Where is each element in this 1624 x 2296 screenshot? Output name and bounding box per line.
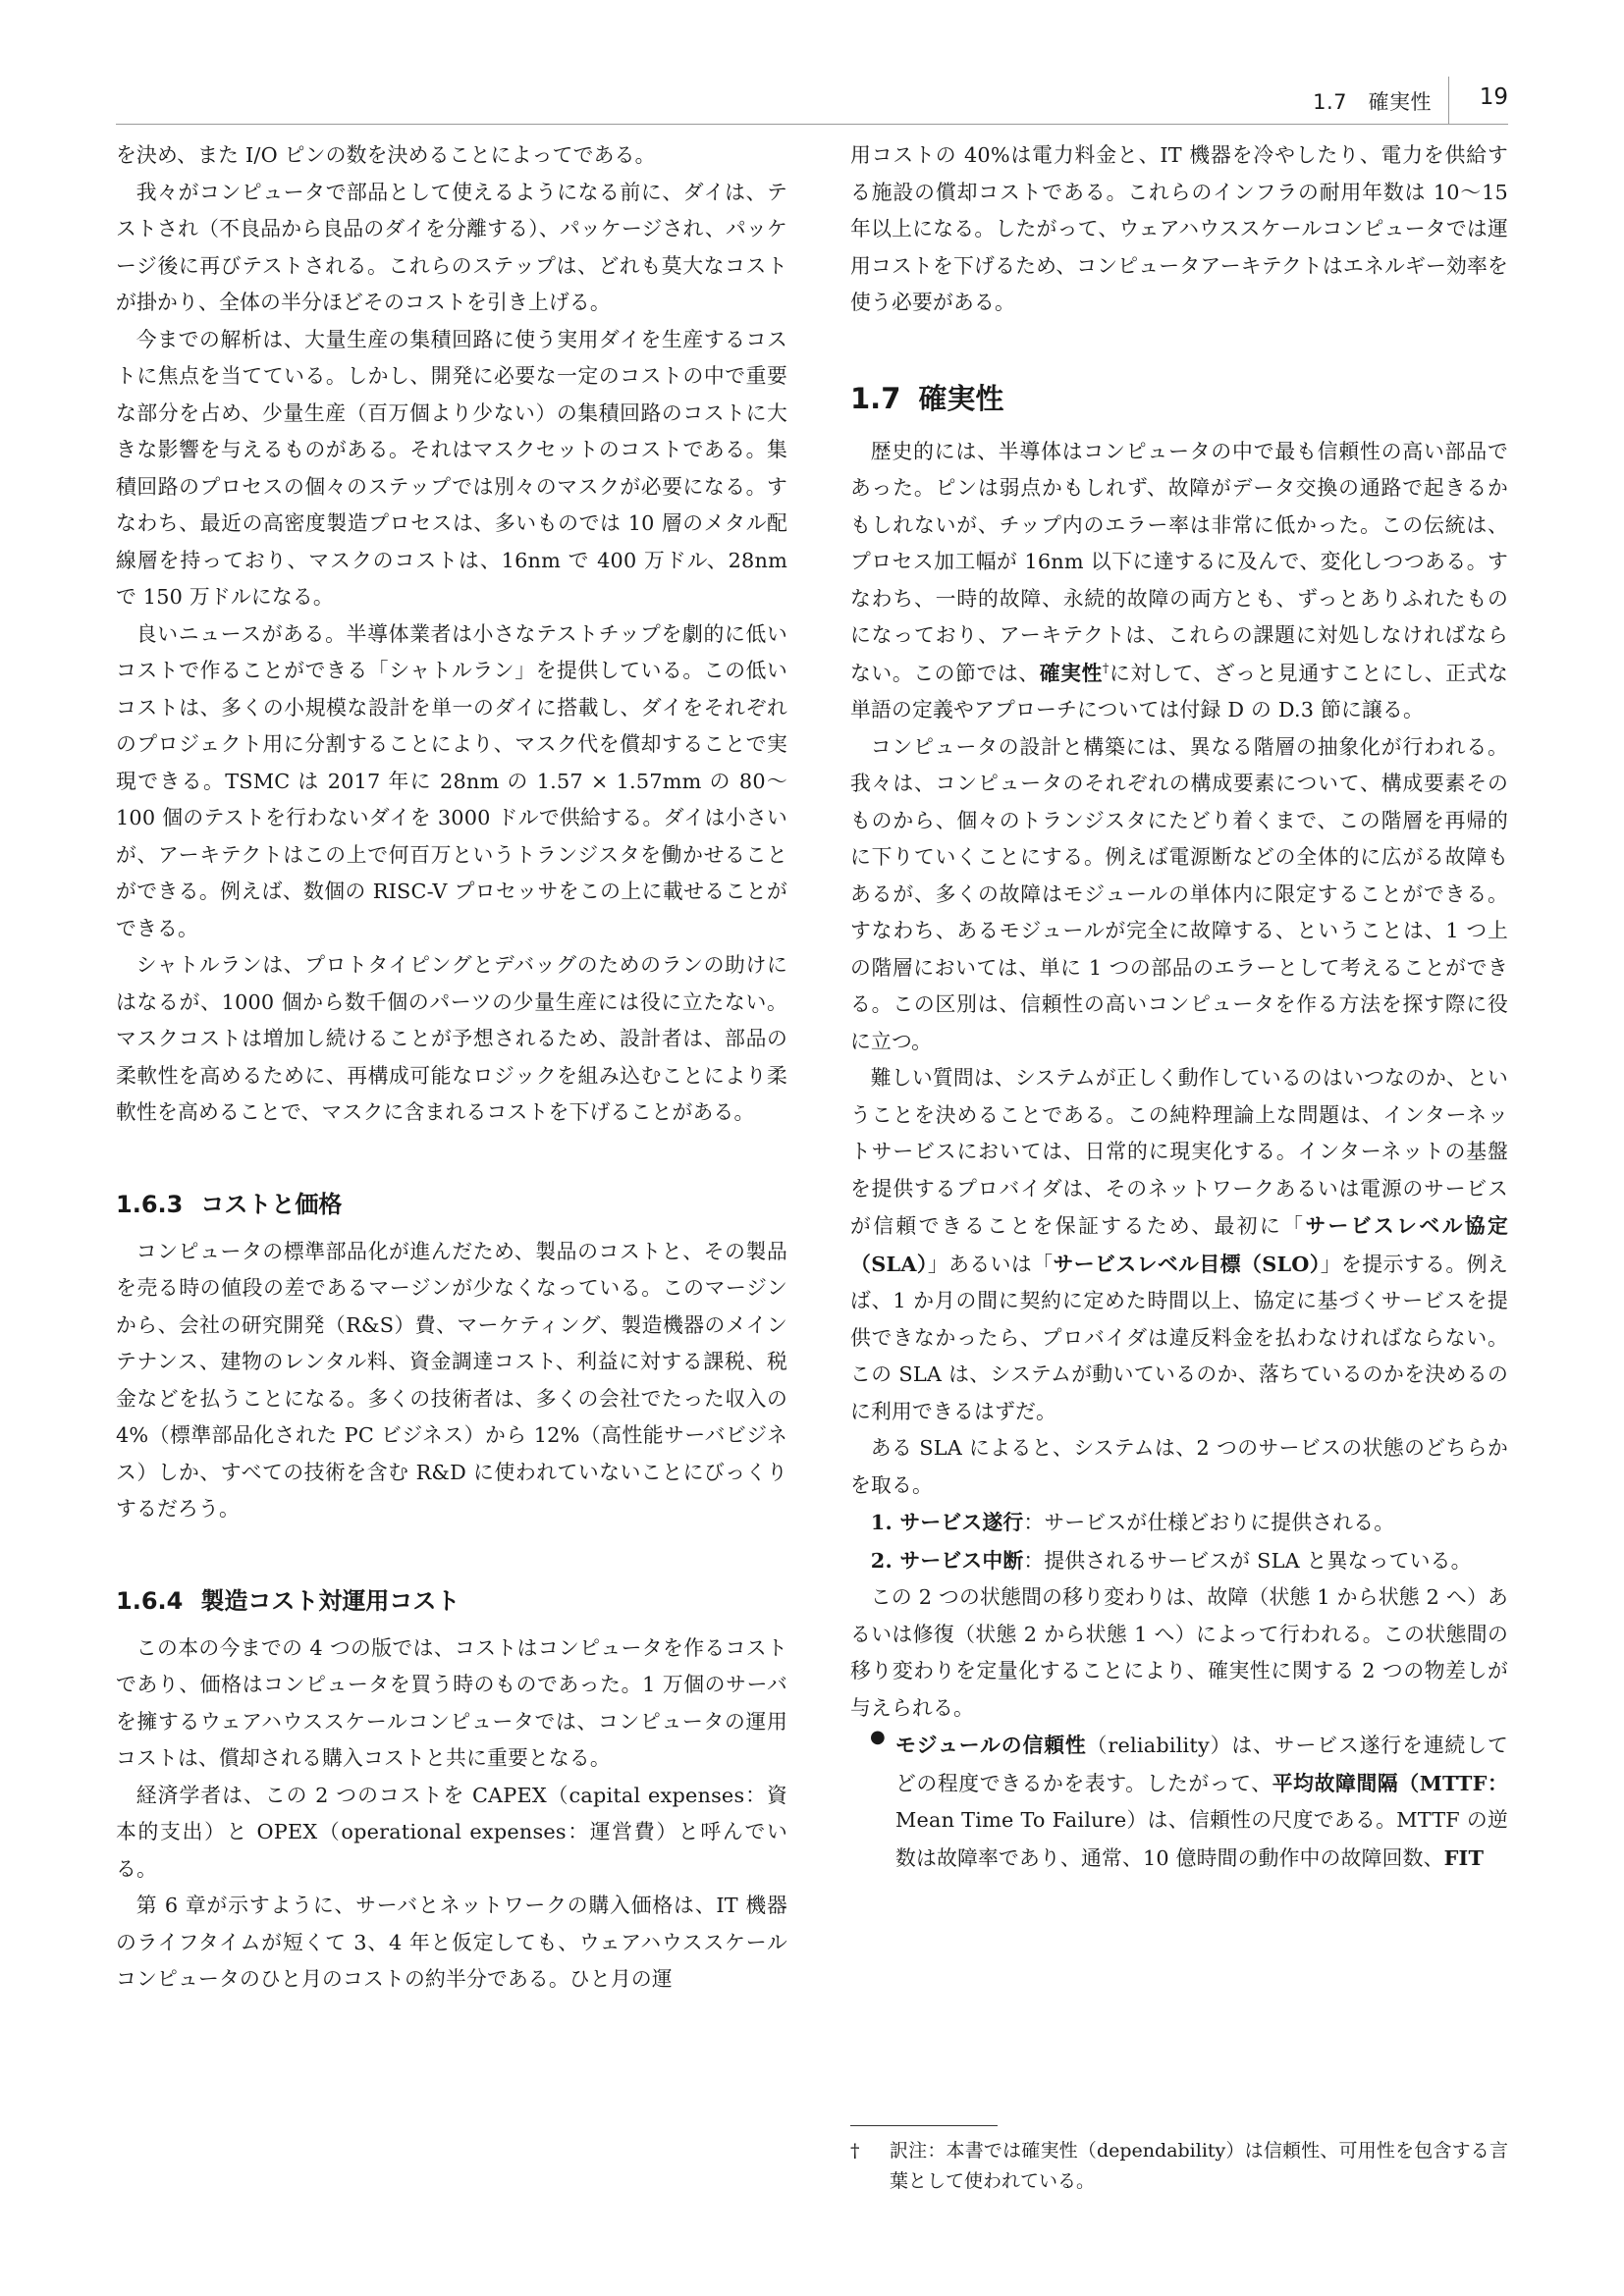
subsection-title: 製造コスト対運用コスト [200, 1586, 460, 1615]
subsection-heading-1-6-4 [116, 1583, 787, 1619]
text-run: Mean Time To Failure）は、信頼性の尺度である。MTTF の逆数は故障率であり、通常、10 億時間の動作中の故障回数、 [895, 1808, 1508, 1870]
subsection-title: コストと価格 [200, 1190, 343, 1218]
paragraph: を決め、また I/O ピンの数を決めることによってである。 [116, 143, 656, 167]
paragraph: 経済学者は、この 2 つのコストを CAPEX（capital expenses：資本的支出）と OPEX（operational expenses：運営費）と呼んでいる。 [116, 1783, 787, 1881]
term-sla: サービスレベル協定（SLA） [850, 1213, 1508, 1276]
section-heading-1-7 [850, 379, 1508, 418]
paragraph: この本の今までの 4 つの版では、コストはコンピュータを作るコストであり、価格はコンピュータを買う時のものであった。1 万個のサーバを擁するウェアハウススケールコンピュータでは、コンピュータの運用コストは、償却される購入コストと共に重要となる。 [116, 1635, 787, 1770]
bullet-icon: ● [870, 1727, 886, 1747]
text-run: 」あるいは「 [927, 1252, 1054, 1276]
page-number: 19 [1479, 84, 1508, 110]
list-item-text: ：サービスが仕様どおりに提供される。 [1023, 1511, 1395, 1534]
right-column [850, 137, 1508, 1877]
running-head-section: 1.7 確実性 [1313, 90, 1432, 114]
bullet-item-reliability [850, 1727, 1508, 1877]
subsection-number: 1.6.4 [116, 1586, 184, 1615]
term-reliability: モジュールの信頼性 [895, 1733, 1087, 1757]
paragraph: コンピュータの設計と構築には、異なる階層の抽象化が行われる。我々は、コンピュータのそれぞれの構成要素について、構成要素そのものから、個々のトランジスタにたどり着くまで、この階層を再帰的に下りていくことにする。例えば電源断などの全体的に広がる故障もあるが、多くの故障はモジュールの単体内に限定することができる。すなわち、あるモジュールが完全に故障する、ということは、1 つ上の階層においては、単に 1 つの部品のエラーとして考えることができる。この区別は、信頼性の高いコンピュータを作る方法を探す際に役に立つ。 [850, 734, 1508, 1053]
section-title: 確実性 [918, 381, 1004, 415]
left-column [116, 137, 787, 1999]
footnote-divider [850, 2125, 998, 2126]
paragraph: コンピュータの標準部品化が進んだため、製品のコストと、その製品を売る時の値段の差であるマージンが少なくなっている。このマージンから、会社の研究開発（R&S）費、マーケティング、製造機器のメインテナンス、建物のレンタル料、資金調達コスト、利益に対する課税、税金などを払うことになる。多くの技術者は、多くの会社でたった収入の 4%（標準部品化された PC ビジネス）から 12%（高性能サーバビジネス）しか、すべての技術を含む R&D に使われていないことにびっくりするだろう。 [116, 1239, 787, 1521]
running-head-divider [1448, 77, 1450, 124]
footnote-reference: † [1102, 661, 1110, 676]
paragraph: 用コストの 40%は電力料金と、IT 機器を冷やしたり、電力を供給する施設の償却コストである。これらのインフラの耐用年数は 10〜15 年以上になる。したがって、ウェアハウススケールコンピュータでは運用コストを下げるため、コンピュータアーキテクトはエネルギー効率を使う必要がある。 [850, 143, 1508, 314]
bullet-text [895, 1727, 1508, 1877]
paragraph: この 2 つの状態間の移り変わりは、故障（状態 1 から状態 2 へ）あるいは修復（状態 2 から状態 1 へ）によって行われる。この状態間の移り変わりを定量化することにより、確実性に関する 2 つの物差しが与えられる。 [850, 1585, 1508, 1720]
paragraph: 良いニュースがある。半導体業者は小さなテストチップを劇的に低いコストで作ることができる「シャトルラン」を提供している。この低いコストは、多くの小規模な設計を単一のダイに搭載し、ダイをそれぞれのプロジェクト用に分割することにより、マスク代を償却することで実現できる。TSMC は 2017 年に 28nm の 1.57 × 1.57mm の 80〜100 個のテストを行わないダイを 3000 ドルで供給する。ダイは小さいが、アーキテクトはこの上で何百万というトランジスタを働かせることができる。例えば、数個の RISC-V プロセッサをこの上に載せることができる。 [116, 621, 787, 940]
term-fit: FIT [1443, 1844, 1485, 1870]
list-item [850, 1542, 1508, 1580]
subsection-number: 1.6.3 [116, 1190, 184, 1218]
paragraph: 第 6 章が示すように、サーバとネットワークの購入価格は、IT 機器のライフタイムが短くて 3、4 年と仮定しても、ウェアハウススケールコンピュータのひと月のコストの約半分である。ひと月の運 [116, 1894, 787, 1991]
section-number: 1.7 [850, 381, 901, 415]
text-run: 難しい質問は、システムが正しく動作しているのはいつなのか、ということを決めることである。この純粋理論上な問題は、インターネットサービスにおいては、日常的に現実化する。インターネットの基盤を提供するプロバイダは、そのネットワークあるいは電源のサービスが信頼できることを保証するため、最初に「 [850, 1066, 1508, 1238]
paragraph: 今までの解析は、大量生産の集積回路に使う実用ダイを生産するコストに焦点を当てている。しかし、開発に必要な一定のコストの中で重要な部分を占め、少量生産（百万個より少ない）の集積回路のコストに大きな影響を与えるものがある。それはマスクセットのコストである。集積回路のプロセスの個々のステップでは別々のマスクが必要になる。すなわち、最近の高密度製造プロセスは、多いものでは 10 層のメタル配線層を持っており、マスクのコストは、16nm で 400 万ドル、28nm で 150 万ドルになる。 [116, 327, 787, 609]
text-run: に対して、ざっと見通すことにし、正式な単語の定義やアプローチについては付録 D の D.3 節に譲る。 [850, 661, 1508, 721]
term-slo: サービスレベル目標（SLO） [1053, 1251, 1321, 1276]
term-dependability: 確実性 [1039, 660, 1103, 685]
term-mttf: 平均故障間隔（MTTF： [1272, 1770, 1508, 1795]
footnote-mark: † [850, 2140, 860, 2162]
list-item-term: 1. サービス遂行 [870, 1510, 1024, 1534]
text-run: （reliability）は、サービス遂行を連続してどの程度できるかを表す。したがって、 [895, 1734, 1508, 1795]
text-run: 歴史的には、半導体はコンピュータの中で最も信頼性の高い部品であった。ピンは弱点かもしれず、故障がデータ交換の通路で起きるかもしれないが、チップ内のエラー率は非常に低かった。この伝統は、プロセス加工幅が 16nm 以下に達するに及んで、変化しつつある。すなわち、一時的故障、永続的故障の両方とも、ずっとありふれたものになっており、アーキテクトは、これらの課題に対処しなければならない。この節では、 [850, 439, 1508, 685]
footnote [850, 2136, 1508, 2197]
paragraph: ある SLA によると、システムは、2 つのサービスの状態のどちらかを取る。 [850, 1436, 1508, 1497]
list-item [850, 1504, 1508, 1542]
paragraph [850, 434, 1508, 729]
footnote-text: 訳注：本書では確実性（dependability）は信頼性、可用性を包含する言葉として使われている。 [890, 2140, 1508, 2192]
list-item-term: 2. サービス中断 [870, 1547, 1024, 1573]
subsection-heading-1-6-3 [116, 1187, 787, 1222]
paragraph: 我々がコンピュータで部品として使えるようになる前に、ダイは、テストされ（不良品から良品のダイを分離する）、パッケージされ、パッケージ後に再びテストされる。これらのステップは、どれも莫大なコストが掛かり、全体の半分ほどそのコストを引き上げる。 [116, 180, 787, 314]
paragraph: シャトルランは、プロトタイピングとデバッグのためのランの助けにはなるが、1000 個から数千個のパーツの少量生産には役に立たない。マスクコストは増加し続けることが予想されるため、設計者は、部品の柔軟性を高めるために、再構成可能なロジックを組み込むことにより柔軟性を高めることで、マスクに含まれるコストを下げることがある。 [116, 953, 787, 1124]
list-item-text: ：提供されるサービスが SLA と異なっている。 [1023, 1548, 1472, 1573]
paragraph [850, 1060, 1508, 1430]
text-run: 」を提示する。例えば、1 か月の間に契約に定めた時間以上、協定に基づくサービスを提供できなかったら、プロバイダは違反料金を払わなければならない。この SLA は、システムが動いているのか、落ちているのかを決めるのに利用できるはずだ。 [850, 1252, 1508, 1423]
running-head [116, 77, 1508, 125]
